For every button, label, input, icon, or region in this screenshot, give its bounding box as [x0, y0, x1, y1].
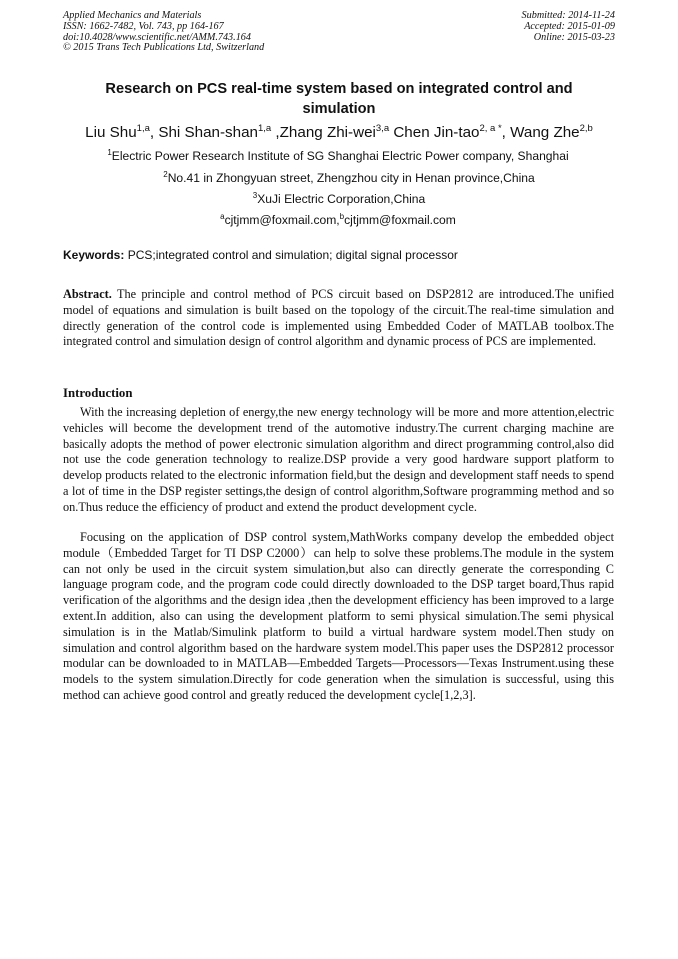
copyright-line: © 2015 Trans Tech Publications Ltd, Switzerland — [63, 42, 265, 54]
section-heading-introduction: Introduction — [63, 386, 133, 400]
abstract — [63, 287, 614, 350]
abstract-label: Abstract. — [63, 287, 112, 301]
author-list: Liu Shu$^{1,a}$, Shi Shan-shan$^{1,a}$ ,Zhang Zhi-wei$^{3,a}$ Chen Jin-tao$^{2, a *}$, Wang Zhe$^{2,b}$ — [85, 123, 593, 141]
paper-title: Research on PCS real-time system based on integrated control and simulation — [105, 81, 573, 117]
paragraph-text: Focusing on the application of DSP control system,MathWorks company develop the embedded object module（Embedded Target for TI DSP C2000）can help to solve these problems.The module in the system can not only be used in the circuit system simulation,but also can directly generate the corresponding C language program code, and the program code could directly downloaded to the DSP target board,Thus rapid verification of the algorithms and the design idea ,then the development efficiency has been improved to a large extent.In addition, also can using the development platform to semi physical simulation.The semi physical simulation is in the Matlab/Simulink platform to build a virtual hardware system model.Then study on simulation and control algorithm based on the hardware system model.This paper uses the DSP2812 processor modular can be downloaded to in MATLAB—Embedded Targets—Processors—Texas Instrument.using these models to the system simulation.Directly for code generation when the simulation is successful, using this method can achieve good control and greatly reduced the development cycle[1,2,3]. — [63, 530, 614, 702]
affiliation-mark: 3 — [252, 191, 258, 200]
author-name: Shi Shan-shan — [158, 124, 258, 141]
dates-info — [522, 11, 615, 43]
keywords-label: Keywords: — [63, 248, 125, 262]
email-mark: b — [339, 212, 345, 221]
issn-line: ISSN: 1662-7482, Vol. 743, pp 164-167 — [63, 20, 224, 32]
affiliation-mark: 2 — [163, 170, 168, 179]
email-mark: a — [220, 212, 225, 221]
email-address: cjtjmm@foxmail.com — [344, 213, 456, 227]
introduction-paragraph-1 — [63, 405, 614, 516]
email-address: cjtjmm@foxmail.com, — [224, 213, 340, 227]
author-affiliation-mark: 2, a * — [479, 123, 502, 134]
journal-info — [63, 11, 264, 54]
author-name: Chen Jin-tao — [393, 124, 480, 141]
online-date: Online: 2015-03-23 — [533, 31, 615, 43]
keywords — [63, 248, 623, 263]
abstract-text: The principle and control method of PCS circuit based on DSP2812 are introduced.The unified model of equations and simulation is built based on the topology of the circuit.The real-time simulation and directly generation of the control code is implemented using Embedded Coder of MATLAB toolbox.The integrated control and simulation design of control algorithm and dynamic process of PCS are implemented. — [63, 287, 615, 349]
author-affiliation-mark: 1,a — [136, 123, 150, 134]
affiliation-text: No.41 in Zhongyuan street, Zhengzhou city in Henan province,China — [167, 171, 535, 185]
submitted-date: Submitted: 2014-11-24 — [521, 10, 615, 21]
affiliation-2 — [10, 171, 678, 185]
keywords-text: PCS;integrated control and simulation; digital signal processor — [124, 248, 458, 262]
introduction-paragraph-2 — [63, 530, 614, 704]
author-affiliation-mark: 1,a — [257, 123, 272, 134]
accepted-date: Accepted: 2015-01-09 — [524, 20, 615, 32]
author-affiliation-mark: 3,a — [375, 123, 390, 134]
affiliation-3 — [0, 192, 678, 206]
email-line — [0, 213, 677, 227]
affiliation-1 — [0, 149, 677, 163]
journal-name: Applied Mechanics and Materials — [63, 10, 202, 21]
author-name: Zhang Zhi-wei — [279, 124, 376, 141]
affiliation-mark: 1 — [107, 148, 112, 157]
author-name: Liu Shu — [85, 124, 137, 141]
doi-line: doi:10.4028/www.scientific.net/AMM.743.164 — [63, 31, 251, 43]
author-name: Wang Zhe — [510, 124, 580, 141]
author-affiliation-mark: 2,b — [579, 123, 593, 134]
paragraph-text: With the increasing depletion of energy,the new energy technology will be more and more attention,electric vehicles will become the development trend of the automotive industry.The current charging machine are basically adopts the method of power electronic simulation algorithm and direct programming control,also did not use the code generation technology to realize.DSP provide a very good hardware support platform to develop products related to the electronic information field,but the design and development staff needs to spend a lot of time in the DSP register settings,the design of control algorithm,Software programming method and so on.Thus reduce the efficiency of product and extend the product development cycle. — [63, 405, 614, 514]
affiliation-text: Electric Power Research Institute of SG Shanghai Electric Power company, Shanghai — [111, 149, 569, 163]
affiliation-text: XuJi Electric Corporation,China — [257, 192, 426, 206]
